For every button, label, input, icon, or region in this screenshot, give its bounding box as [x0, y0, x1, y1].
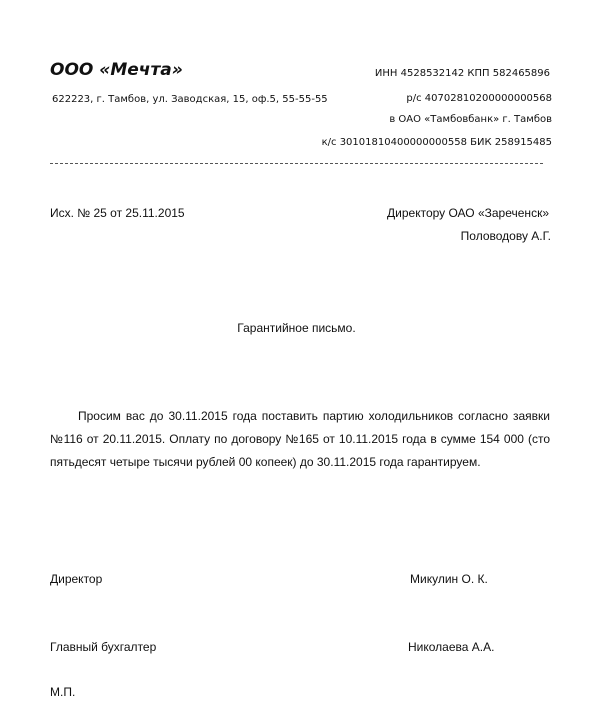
addressee-name: Половодову А.Г.	[460, 229, 551, 243]
header-divider	[50, 163, 543, 164]
corr-account-bik: к/с 30101810400000000558 БИК 258915485	[321, 137, 552, 148]
letter-title: Гарантийное письмо.	[237, 321, 356, 335]
stamp-place: М.П.	[50, 685, 76, 699]
bank-account: р/с 40702810200000000568	[406, 93, 552, 104]
company-name: ООО «Мечта»	[50, 60, 183, 80]
inn-kpp: ИНН 4528532142 КПП 582465896	[374, 68, 550, 79]
accountant-name: Николаева А.А.	[408, 640, 495, 654]
letter-body: Просим вас до 30.11.2015 года поставить партию холодильников согласно заявки №116 от 20.11.2015. Оплату по договору №165 от 10.11.2015 года в сумме 154 000 (сто пятьдесят четыре тысячи рублей 00 копеек) до 30.11.2015 года гарантируем.	[50, 409, 550, 469]
company-address: 622223, г. Тамбов, ул. Заводская, 15, оф.5, 55-55-55	[52, 94, 328, 105]
director-name: Микулин О. К.	[410, 572, 488, 586]
outgoing-reference: Исх. № 25 от 25.11.2015	[50, 206, 185, 220]
bank-name: в ОАО «Тамбовбанк» г. Тамбов	[389, 114, 552, 125]
accountant-title: Главный бухгалтер	[50, 640, 157, 654]
director-title: Директор	[50, 572, 103, 586]
addressee-position: Директору ОАО «Зареченск»	[387, 206, 549, 220]
